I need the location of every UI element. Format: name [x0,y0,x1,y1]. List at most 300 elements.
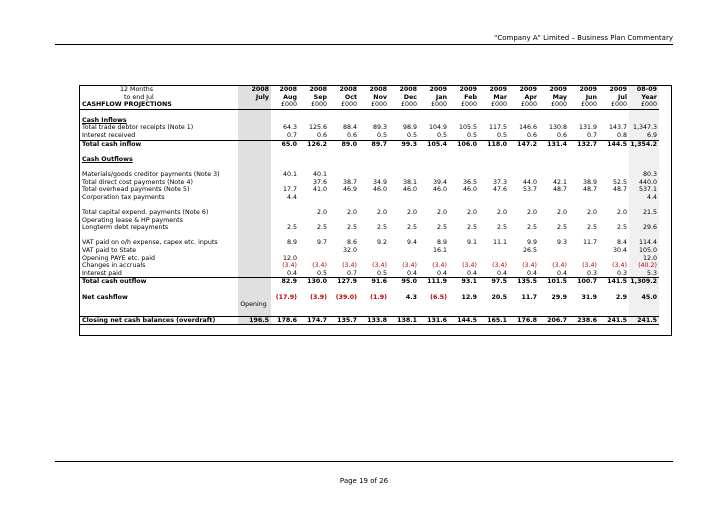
value-cell: 40.1 [282,171,297,179]
value-cell: 174.7 [299,316,329,325]
value-cell [569,194,599,202]
table-row [80,209,691,217]
value-cell: 2.5 [316,224,327,232]
value-cell [479,247,509,255]
value-cell: 47.6 [492,186,507,194]
row-label: Interest paid [82,269,122,277]
value-cell [419,117,449,125]
value-cell [359,109,389,117]
value-cell: 26.5 [522,246,537,254]
value-cell [359,148,389,156]
value-cell: 38.9 [582,178,597,186]
value-cell [419,201,449,209]
value-cell [329,217,359,225]
cashflow-projections-table [80,86,691,325]
value-cell: 37.6 [312,178,327,186]
value-cell: 30.4 [612,246,627,254]
value-cell: 0.5 [496,132,507,140]
value-cell [449,171,479,179]
table-row [80,301,691,309]
header-label: to end Jul [124,93,154,101]
table-row [80,278,691,286]
header-cell: 2008 [238,86,271,94]
value-cell: 2.9 [615,293,627,301]
value-cell [539,286,569,294]
value-cell: (3.4) [612,262,627,270]
value-cell [509,232,539,240]
value-cell: 9.3 [556,239,567,247]
row-label: VAT paid on o/h expense, capex etc. inputs [82,239,218,247]
value-cell [359,232,389,240]
value-cell [238,270,271,278]
value-cell [389,117,419,125]
value-cell: 32.0 [342,246,357,254]
value-cell [629,217,659,225]
value-cell: 46.9 [342,186,357,194]
value-cell [419,309,449,317]
value-cell: 111.9 [419,278,449,286]
value-cell [569,301,599,309]
value-cell: 118.0 [479,140,509,148]
value-cell: 2.0 [586,209,597,216]
value-cell [419,232,449,240]
table-row [80,117,691,125]
value-cell [271,109,299,117]
value-cell: (17.9) [275,293,297,301]
value-cell [389,301,419,309]
value-cell [329,117,359,125]
value-cell: 147.2 [509,140,539,148]
value-cell: 8.6 [346,239,357,247]
header-cell: 2009 [459,86,477,93]
header-cell: £000 [449,101,479,109]
value-cell [238,132,271,140]
value-cell [479,163,509,171]
value-cell [509,109,539,117]
value-cell [238,117,271,125]
value-cell [389,247,419,255]
table-row [80,247,691,255]
value-cell [599,163,629,171]
header-cell: £000 [479,101,509,109]
value-cell [299,301,329,309]
value-cell [569,201,599,209]
value-cell [359,156,389,164]
value-cell [271,301,299,309]
value-cell: 2.0 [316,209,327,216]
header-cell: Year [629,94,659,102]
value-cell [359,194,389,202]
value-cell: 2.5 [496,224,507,232]
header-cell: 2009 [489,86,507,93]
value-cell [299,232,329,240]
value-cell [329,156,359,164]
value-cell: 135.5 [509,278,539,286]
value-cell [539,171,569,179]
value-cell: 131.9 [578,124,597,132]
value-cell: 0.4 [406,269,417,277]
value-cell: 114.4 [629,239,659,247]
value-cell: 48.7 [612,186,627,194]
value-cell: 40.1 [312,171,327,179]
table-row [80,156,691,164]
value-cell [299,156,329,164]
header-cell: £000 [419,101,449,109]
value-cell [629,201,659,209]
value-cell: 135.7 [329,316,359,325]
value-cell: 0.3 [586,269,597,277]
header-cell: Mar [493,93,507,101]
value-cell [238,163,271,171]
value-cell [329,255,359,263]
value-cell [359,201,389,209]
value-cell: 126.2 [299,140,329,148]
table-row [80,140,691,148]
value-cell: 0.5 [406,132,417,140]
value-cell: 5.3 [629,270,659,278]
value-cell: 2.5 [556,224,567,232]
row-label: Total cash outflow [80,278,238,286]
row-label: Total direct cost payments (Note 4) [82,178,193,186]
value-cell [629,232,659,240]
value-cell: 4.4 [286,193,297,201]
value-cell [629,286,659,294]
value-cell: 131.4 [539,140,569,148]
value-cell: 2.5 [526,224,537,232]
header-cell: Sep [313,93,327,101]
value-cell: 2.0 [616,209,627,216]
value-cell: 29.6 [629,224,659,232]
value-cell: 2.0 [346,209,357,216]
value-cell: 0.6 [526,132,537,140]
header-cell: £000 [509,101,539,109]
value-cell [419,301,449,309]
value-cell: 106.0 [449,140,479,148]
header-cell: 2009 [609,86,627,93]
value-cell [599,171,629,179]
header-cell: £000 [569,101,599,109]
value-cell: 41.0 [312,186,327,194]
value-cell [599,301,629,309]
value-cell: 141.5 [599,278,629,286]
value-cell [299,247,329,255]
value-cell [479,255,509,263]
value-cell: 99.3 [389,140,419,148]
table-row [80,316,691,325]
value-cell: (3.4) [522,262,537,270]
value-cell [271,247,299,255]
header-cell: 2008 [309,86,327,93]
value-cell: 0.4 [526,269,537,277]
value-cell: 1,347.3 [629,124,659,132]
value-cell: 46.0 [462,186,477,194]
value-cell [329,109,359,117]
row-label: VAT paid to State [82,246,137,254]
value-cell [238,247,271,255]
value-cell: 0.4 [436,269,447,277]
value-cell [299,286,329,294]
spacer-row [80,163,691,171]
table-row [80,262,691,270]
value-cell [359,301,389,309]
value-cell: 117.5 [488,124,507,132]
value-cell: 11.7 [521,293,537,301]
value-cell [238,201,271,209]
row-label: Operating lease & HP payments [82,216,183,224]
value-cell: 241.5 [599,316,629,325]
value-cell [539,194,569,202]
row-label [80,232,238,240]
value-cell [509,301,539,309]
value-cell [479,148,509,156]
row-label [80,163,238,171]
value-cell [569,309,599,317]
value-cell: 38.7 [342,178,357,186]
row-label [80,201,238,209]
value-cell: 21.5 [629,209,659,217]
value-cell [389,232,419,240]
table-row [80,270,691,278]
value-cell: 125.6 [308,124,327,132]
value-cell [449,217,479,225]
value-cell [569,247,599,255]
value-cell [389,148,419,156]
value-cell [238,148,271,156]
row-label: Closing net cash balances (overdraft) [80,316,238,325]
value-cell [359,163,389,171]
value-cell: 6.9 [629,132,659,140]
cashflow-table-frame [79,85,672,336]
value-cell [449,109,479,117]
value-cell [569,232,599,240]
value-cell: (3.4) [312,262,327,270]
row-label [80,286,238,294]
value-cell [479,232,509,240]
row-label: Cash Outflows [82,155,133,163]
value-cell [271,217,299,225]
value-cell: 39.4 [432,178,447,186]
table-row [80,124,691,132]
value-cell [599,232,629,240]
value-cell: 0.4 [286,269,297,277]
table-row [80,186,691,194]
value-cell [238,179,271,187]
value-cell: 9.2 [376,239,387,247]
header-cell: July [238,94,271,102]
value-cell [449,148,479,156]
header-cell: £000 [299,101,329,109]
value-cell [509,255,539,263]
value-cell [419,217,449,225]
value-cell [479,117,509,125]
header-cell: Oct [344,93,357,101]
value-cell [271,209,299,217]
value-cell [389,194,419,202]
spacer-row [80,148,691,156]
value-cell: 12.0 [629,255,659,263]
spacer-row [80,309,691,317]
value-cell: 9.7 [316,239,327,247]
value-cell: 2.0 [496,209,507,216]
value-cell [238,309,271,317]
value-cell [329,301,359,309]
row-label: Longterm debt repayments [82,224,169,232]
value-cell: 0.7 [346,269,357,277]
value-cell [419,109,449,117]
value-cell [569,171,599,179]
value-cell [539,201,569,209]
header-cell: Apr [524,93,537,101]
header-cell: Jul [618,93,627,101]
value-cell: 0.5 [466,132,477,140]
value-cell: 105.4 [419,140,449,148]
value-cell: 1,354.2 [630,140,657,148]
value-cell [599,117,629,125]
value-cell [569,109,599,117]
value-cell [479,309,509,317]
value-cell: 29.9 [551,293,567,301]
value-cell [539,255,569,263]
row-label: Total capital expend. payments (Note 6) [82,209,209,216]
value-cell: 93.1 [449,278,479,286]
value-cell: 52.5 [612,178,627,186]
value-cell [539,109,569,117]
value-cell [629,148,659,156]
value-cell [599,194,629,202]
value-cell [599,309,629,317]
value-cell: 2.0 [436,209,447,216]
header-cell: 2009 [429,86,447,93]
value-cell: 130.8 [548,124,567,132]
header-cell: £000 [271,101,299,109]
value-cell: 0.6 [316,132,327,140]
value-cell: 64.3 [282,124,297,132]
header-cell: Jan [435,93,447,101]
header-cell: £000 [359,101,389,109]
value-cell [329,201,359,209]
value-cell: 2.5 [466,224,477,232]
value-cell: 537.1 [629,186,659,194]
value-cell [509,309,539,317]
value-cell [569,117,599,125]
value-cell: 11.7 [582,239,597,247]
row-label: Total cash inflow [80,140,238,148]
value-cell [389,286,419,294]
value-cell: 0.4 [556,269,567,277]
value-cell [329,163,359,171]
value-cell [419,255,449,263]
document-header-title: "Company A" Limited – Business Plan Commentary [494,34,673,42]
value-cell: 2.0 [466,209,477,216]
value-cell [539,156,569,164]
value-cell [329,232,359,240]
value-cell [479,286,509,294]
value-cell [479,109,509,117]
value-cell: 132.7 [569,140,599,148]
value-cell [599,201,629,209]
value-cell: 44.0 [522,178,537,186]
value-cell: 4.3 [405,293,417,301]
value-cell [299,163,329,171]
value-cell [539,163,569,171]
value-cell: 0.7 [286,132,297,140]
header-cell: 08-09 [629,86,659,94]
value-cell: 2.5 [586,224,597,232]
value-cell [509,117,539,125]
value-cell [449,255,479,263]
value-cell [539,301,569,309]
value-cell: 2.5 [406,224,417,232]
value-cell: 89.7 [359,140,389,148]
value-cell: 9.9 [526,239,537,247]
value-cell: 2.5 [286,224,297,232]
value-cell [238,294,271,302]
value-cell: 133.8 [359,316,389,325]
value-cell [238,224,271,232]
footer-rule [55,461,673,462]
value-cell [238,232,271,240]
value-cell: (3.4) [402,262,417,270]
value-cell [329,309,359,317]
value-cell [359,117,389,125]
value-cell: 36.5 [462,178,477,186]
value-cell [539,148,569,156]
value-cell [238,209,271,217]
value-cell: 53.7 [522,186,537,194]
value-cell [509,194,539,202]
value-cell [271,148,299,156]
value-cell [629,117,659,125]
value-cell [449,309,479,317]
value-cell: 37.3 [492,178,507,186]
value-cell [389,201,419,209]
value-cell [299,201,329,209]
table-row [80,132,691,140]
value-cell: 89.0 [329,140,359,148]
value-cell [389,217,419,225]
value-cell [629,309,659,317]
table-row [80,294,691,302]
value-cell: 11.1 [492,239,507,247]
spacer-row [80,232,691,240]
value-cell [271,309,299,317]
value-cell [419,286,449,294]
value-cell [419,163,449,171]
value-cell: 0.5 [436,132,447,140]
value-cell [449,201,479,209]
value-cell: 98.9 [402,124,417,132]
value-cell [238,286,271,294]
value-cell: 9.4 [406,239,417,247]
value-cell: 238.6 [569,316,599,325]
value-cell [359,171,389,179]
value-cell [539,247,569,255]
value-cell [449,194,479,202]
table-header-row [80,94,691,102]
value-cell: 48.7 [582,186,597,194]
value-cell: 8.4 [616,239,627,247]
value-cell: (3.4) [582,262,597,270]
value-cell: (3.4) [342,262,357,270]
row-label: Changes in accruals [82,262,146,270]
value-cell [539,117,569,125]
value-cell: 131.6 [419,316,449,325]
value-cell [509,286,539,294]
value-cell [299,309,329,317]
header-cell: 2008 [279,86,297,93]
spacer-row [80,286,691,294]
value-cell: 196.5 [238,316,271,325]
